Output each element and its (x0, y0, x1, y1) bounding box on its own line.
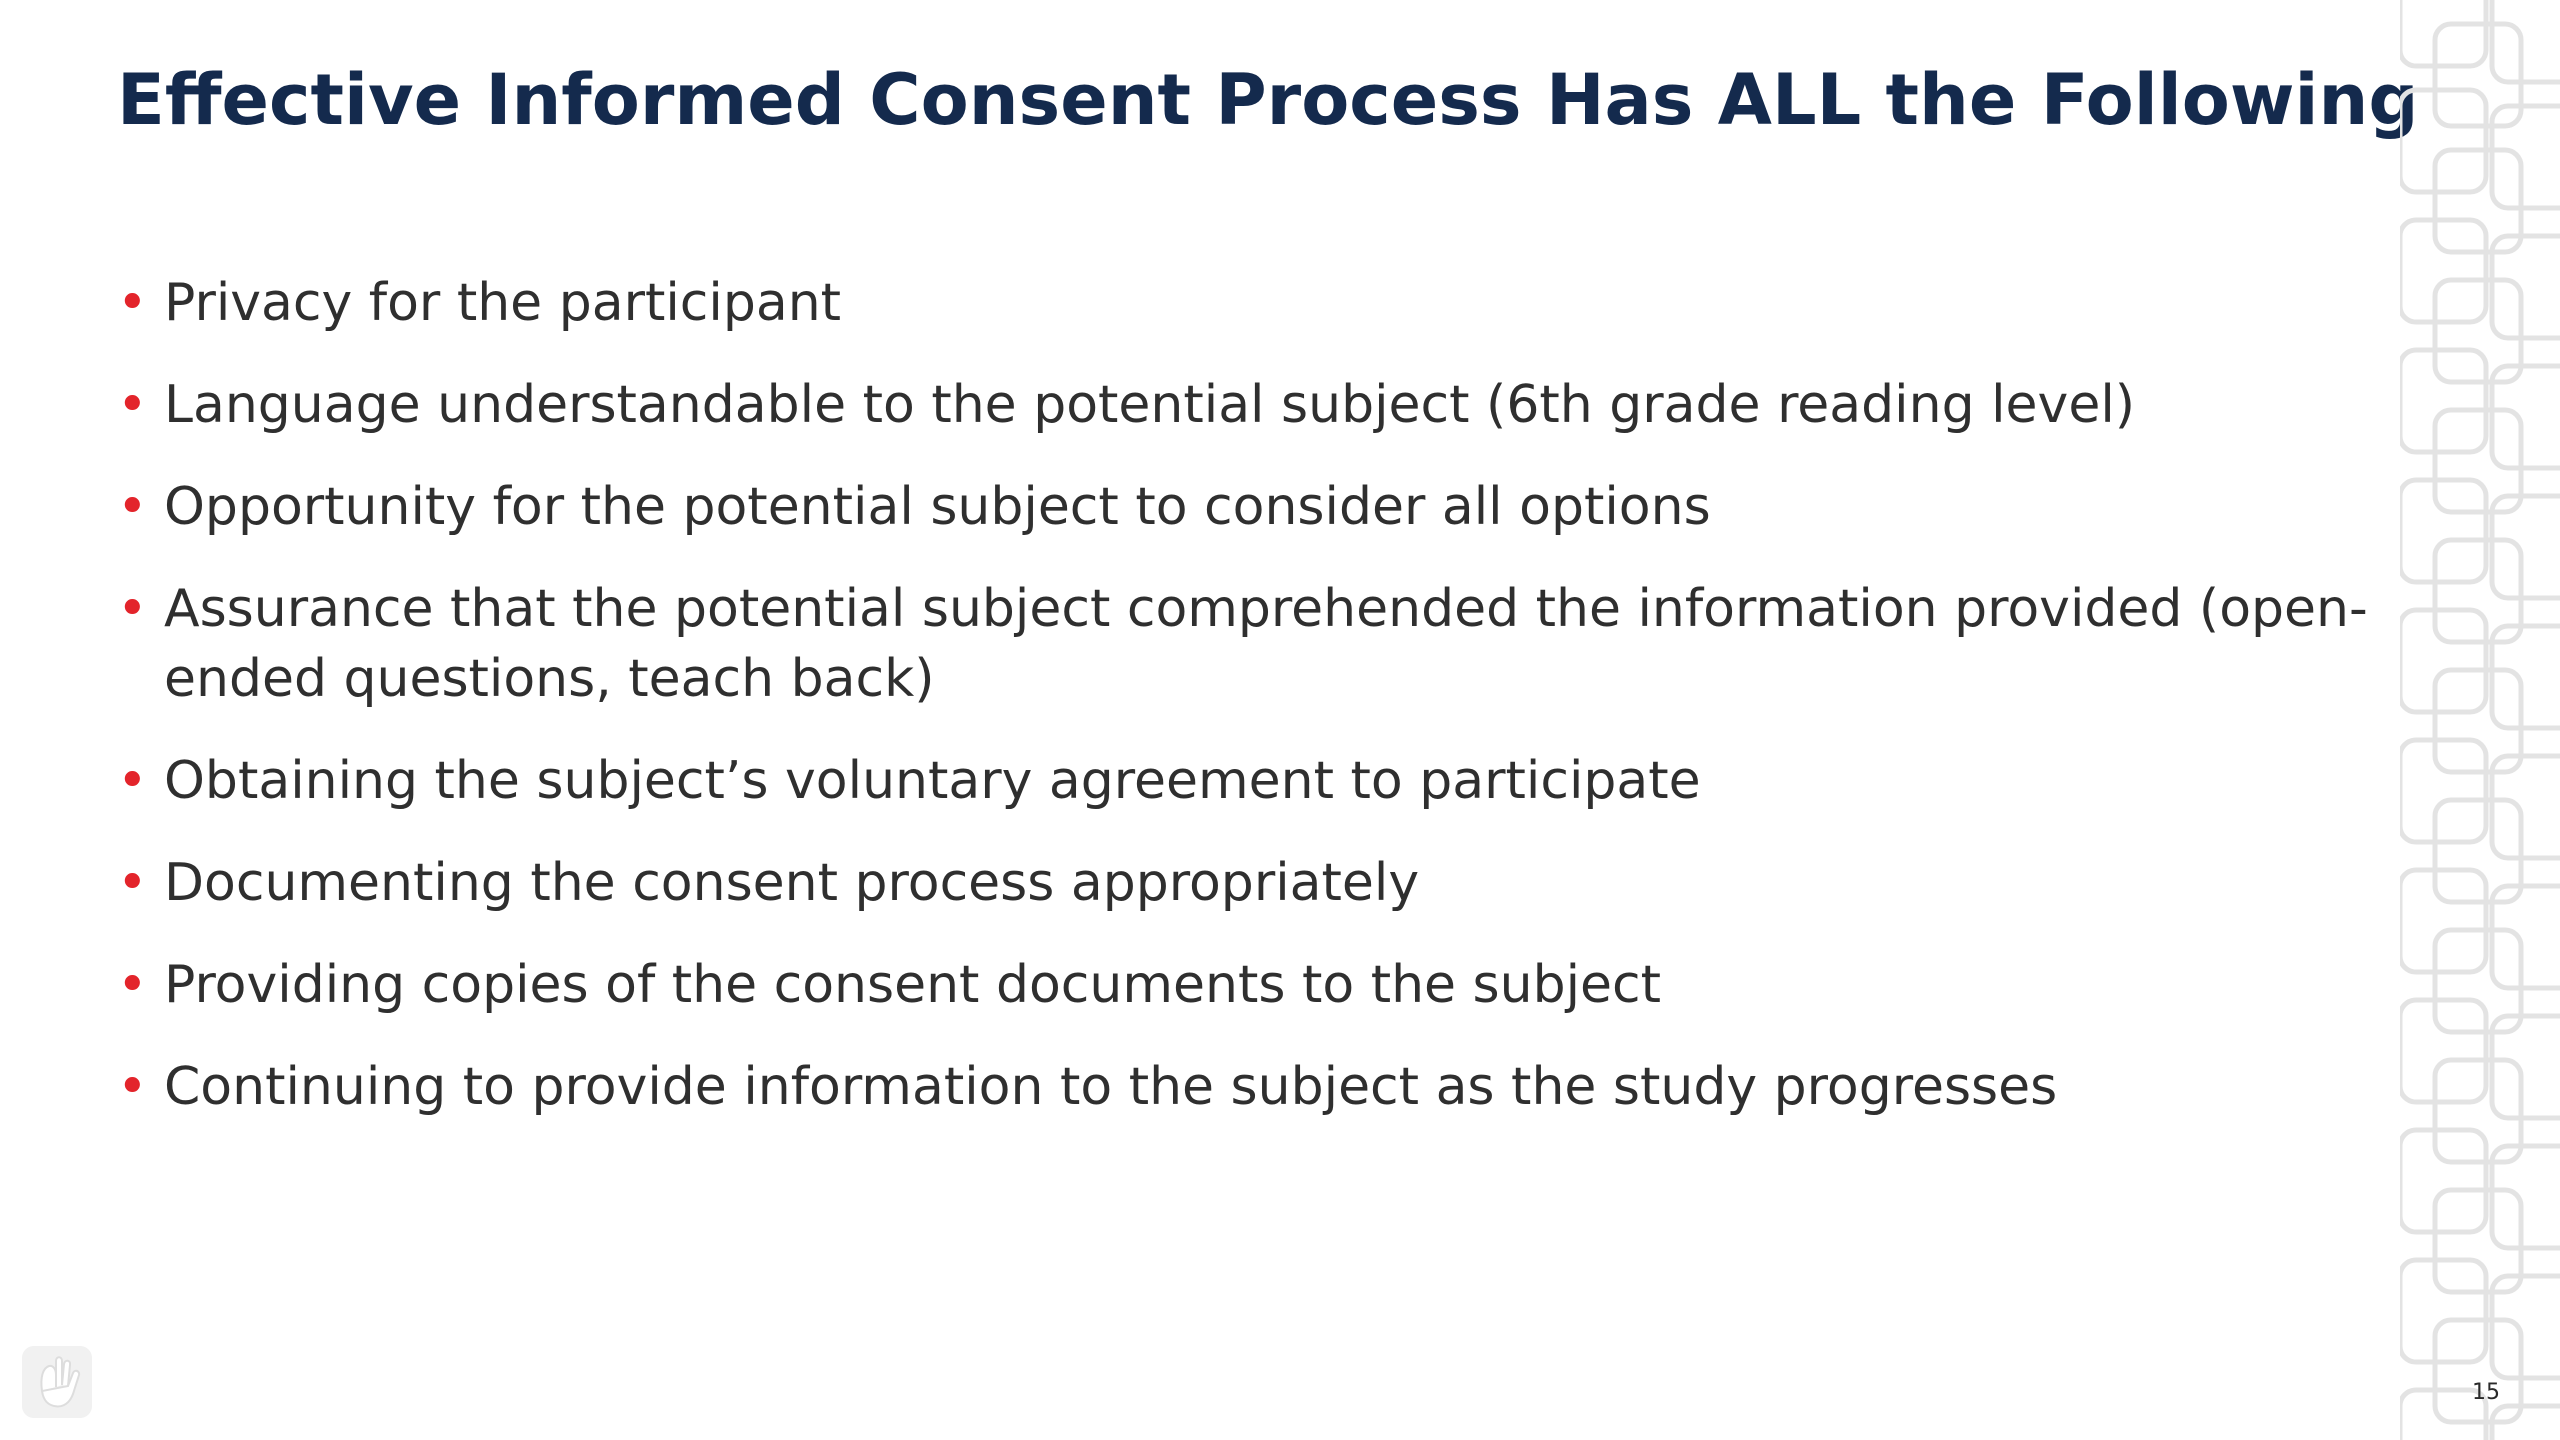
bullet-dot-icon: • (117, 579, 148, 639)
bullet-text: Documenting the consent process appropriately (164, 853, 1420, 913)
bullet-dot-icon: • (117, 751, 148, 811)
bullet-text: Assurance that the potential subject comprehended the information provided (open-ended questions, teach back) (164, 579, 2368, 709)
slide-title: Effective Informed Consent Process Has ALL the Following (117, 59, 2419, 141)
bullet-dot-icon: • (117, 1057, 148, 1117)
bullet-dot-icon: • (117, 853, 148, 913)
page-number: 15 (2472, 1380, 2500, 1405)
bullet-text: Opportunity for the potential subject to consider all options (164, 477, 1711, 537)
bullet-dot-icon: • (117, 955, 148, 1015)
bullet-text: Continuing to provide information to the subject as the study progresses (164, 1057, 2058, 1117)
bullet-item-continuing (117, 1052, 2377, 1122)
bullet-dot-icon: • (117, 375, 148, 435)
bullet-list (117, 268, 2377, 1154)
bullet-item-language (117, 370, 2377, 440)
bullet-dot-icon: • (117, 273, 148, 333)
bullet-text: Obtaining the subject’s voluntary agreement to participate (164, 751, 1701, 811)
hand-logo-icon (22, 1346, 92, 1418)
bullet-dot-icon: • (117, 477, 148, 537)
bullet-item-agreement (117, 746, 2377, 816)
overlapping-rounded-squares-pattern (2400, 0, 2560, 1440)
bullet-item-documenting (117, 848, 2377, 918)
bullet-item-copies (117, 950, 2377, 1020)
bullet-text: Language understandable to the potential subject (6th grade reading level) (164, 375, 2136, 435)
bullet-text: Privacy for the participant (164, 273, 842, 333)
bullet-text: Providing copies of the consent documents to the subject (164, 955, 1662, 1015)
bullet-item-assurance (117, 574, 2394, 714)
bullet-item-privacy (117, 268, 2377, 338)
bullet-item-opportunity (117, 472, 2377, 542)
